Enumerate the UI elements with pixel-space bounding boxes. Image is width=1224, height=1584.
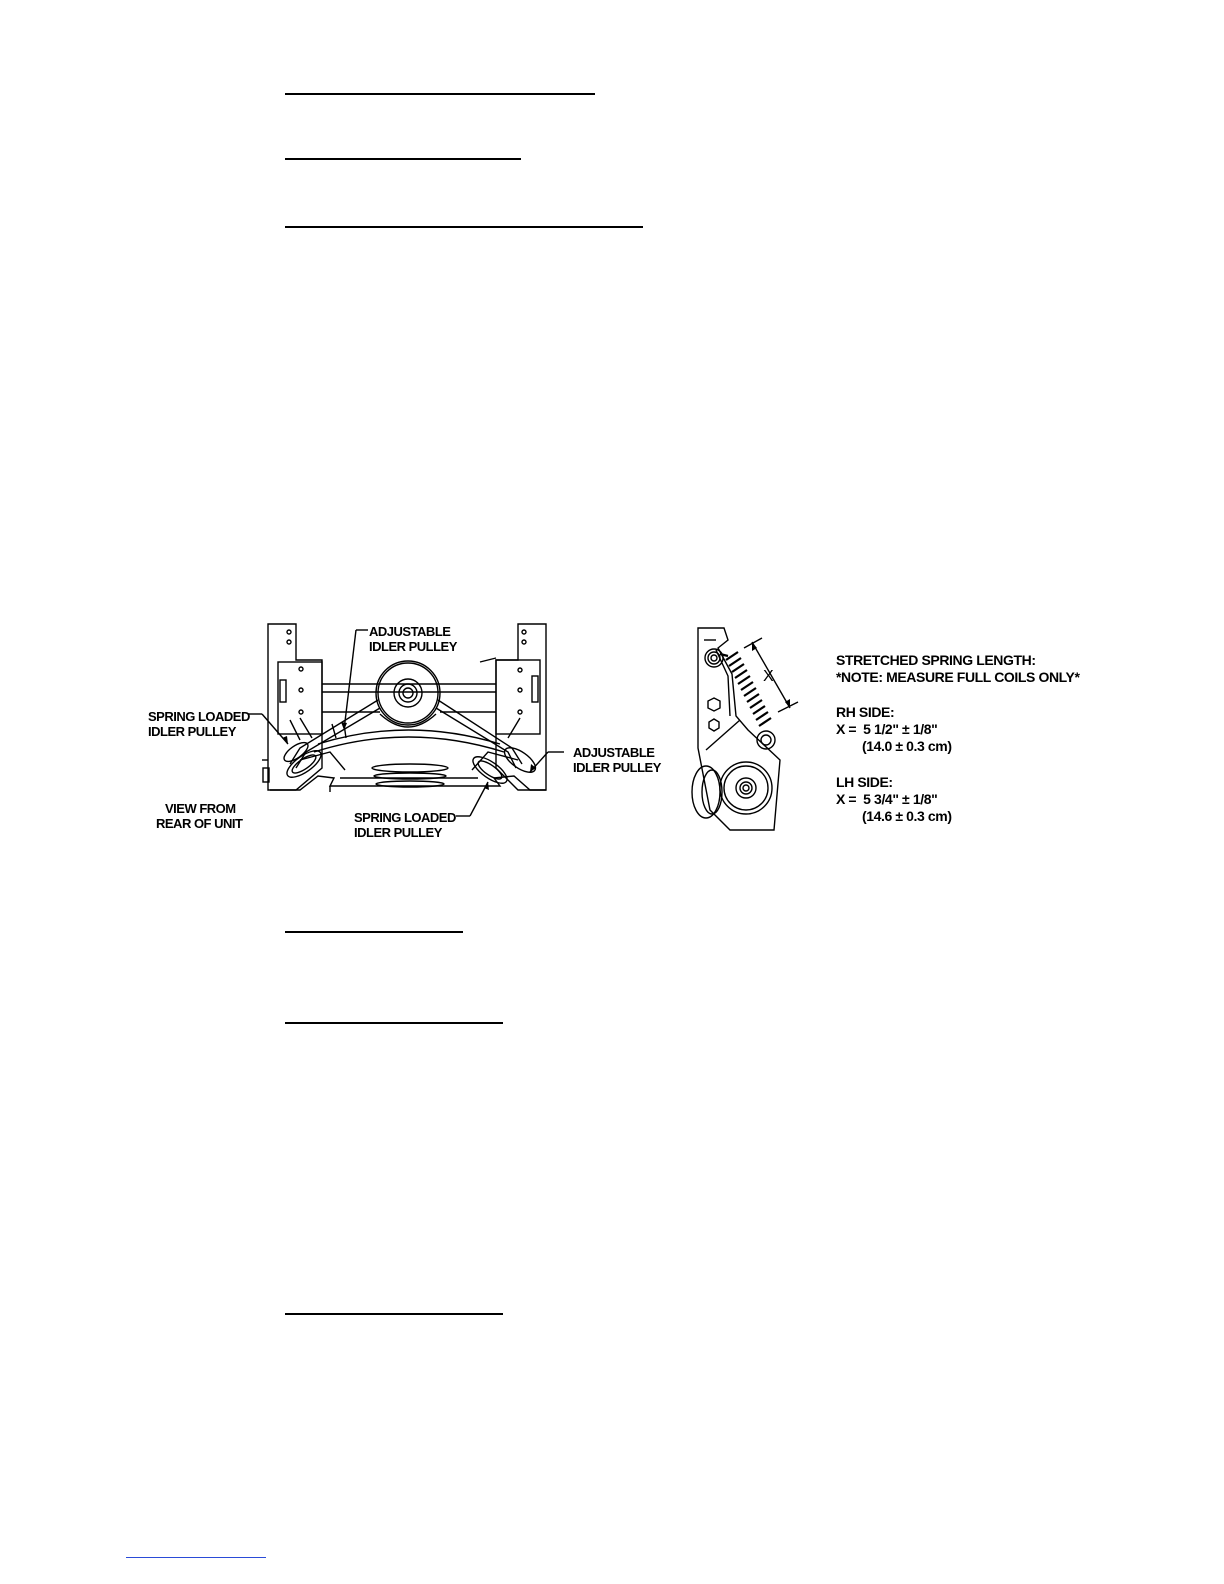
rh-side-metric: (14.0 ± 0.3 cm) (862, 738, 952, 754)
measure-full-coils-note: *NOTE: MEASURE FULL COILS ONLY* (836, 669, 1080, 685)
label-adjustable-idler-top-line2: IDLER PULLEY (369, 639, 457, 654)
label-spring-idler-left-line1: SPRING LOADED (148, 709, 250, 724)
label-spring-idler-bottom-line1: SPRING LOADED (354, 810, 456, 825)
label-adjustable-idler-right-line1: ADJUSTABLE (573, 745, 655, 760)
rh-side-title: RH SIDE: (836, 704, 895, 720)
heading-rule-6 (285, 1313, 503, 1315)
label-view-from-line2: REAR OF UNIT (156, 816, 243, 831)
label-spring-idler-bottom-line2: IDLER PULLEY (354, 825, 442, 840)
label-view-from-line1: VIEW FROM (165, 801, 236, 816)
heading-rule-1 (285, 93, 595, 95)
heading-rule-2 (285, 158, 521, 160)
label-spring-idler-left-line2: IDLER PULLEY (148, 724, 236, 739)
spring-length-heading: STRETCHED SPRING LENGTH: (836, 652, 1036, 668)
label-adjustable-idler-top-line1: ADJUSTABLE (369, 624, 451, 639)
lh-side-value: X = 5 3/4" ± 1/8" (836, 791, 938, 807)
label-adjustable-idler-right-line2: IDLER PULLEY (573, 760, 661, 775)
lh-side-title: LH SIDE: (836, 774, 893, 790)
rh-side-value: X = 5 1/2" ± 1/8" (836, 721, 938, 737)
heading-rule-3 (285, 226, 643, 228)
heading-rule-4 (285, 931, 463, 933)
footer-link-rule (126, 1557, 266, 1558)
dimension-x-label: X (763, 668, 774, 685)
lh-side-metric: (14.6 ± 0.3 cm) (862, 808, 952, 824)
heading-rule-5 (285, 1022, 503, 1024)
